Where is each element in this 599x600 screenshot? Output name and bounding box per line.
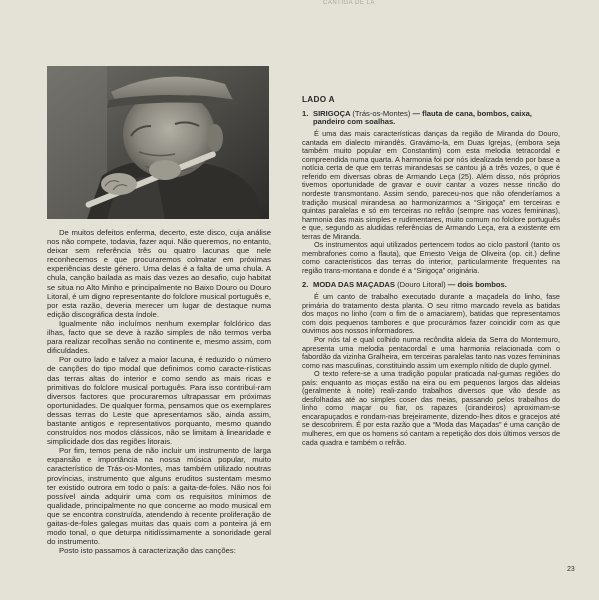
track-1-instruments: — flauta de cana, bombos, caixa, pandeiro com soalhas. <box>313 108 532 127</box>
track-2-instruments: — dois bombos. <box>445 280 507 290</box>
right-text-column <box>302 96 560 447</box>
paragraph: Por outro lado e talvez a maior lacuna, é reduzido o número de canções do tipo modal que definimos como caracte-rísticas das terras altas do interior e como sendo as mais ricas e primitivas do folclore musical português. Para isso contribuí-ram diversos factores que procuraremos ultrapassar em próximas oportunidades. De qualquer forma, pensamos que os exemplares dessas terras do Leste que apresentamos são, ainda assim, bastante antigos e representativos porquanto, mesmo quando construídos nos modos clássicos, não se limitam à linearidade e simplicidade dos das regiões litorais. <box>47 355 271 447</box>
track-2-title: MODA DAS MAÇADAS <box>313 280 395 290</box>
page-number: 23 <box>567 566 575 573</box>
paragraph: É uma das mais características danças da região de Miranda do Douro, cantada em dialecto mirandês. Gravámo-la, em Duas Igrejas, (embora seja também muito popular em Constantim) com esta melodia tetracordal e compreendida numa quarta. A harmonia foi por nós idealizada tendo por base a notícia certa de que em terras mirandesas se cantou já a três vozes, o que é referido em diversas obras de Armando Leça (25). Além disso, nós próprios tivemos oportunidade de gravar e ouvir cantar a vozes nesse rincão do nordeste transmontano. Assim sendo, pareceu-nos que não ofenderíamos a tradição musical mirandesa ao harmonizarmos a “Sirigoça” em terceiras e quintas paralelas e só em terceiras no refrão (sempre nas vozes femininas), harmonia das mais simples e rudimentares, muito comum no folclore português e que, segundo as aludidas referências de Armando Leça, era a existente em terras de Miranda. <box>302 129 560 241</box>
track-2-region: (Douro Litoral) <box>397 280 446 290</box>
track-2-heading <box>302 281 560 290</box>
paragraph: É um canto de trabalho executado durante a maçadela do linho, fase primária do tratamento desta planta. O seu ritmo marcado revela as batidas dos maços no linho (com o fim de o amaciarem), batidas que representamos com dois pequenos tambores e que procurámos fazer coincidir com as que ouvimos aos nossos informadores. <box>302 292 560 336</box>
paragraph: Os instrumentos aqui utilizados pertencem todos ao ciclo pastoril (tanto os membrafones como a flauta), que Ernesto Veiga de Oliveira (op. cit.) define como característicos das terras do interior, particularmente frequentes na região trans-montana e donde é a “Sirigoça” originária. <box>302 240 560 275</box>
flute-player-image <box>47 66 269 219</box>
left-text-column <box>47 228 271 555</box>
paragraph: Por fim, temos pena de não incluir um instrumento de larga expansão e importância na nossa música popular, muito característico de Trás-os-Montes, mas também utilizado noutras províncias, instrumento que alguns eruditos sustentam mesmo ter existido outrora em todo o país: a gaita-de-foles. Não nos foi possível ainda adquirir uma com os requisitos mínimos de qualidade, principalmente no que concerne ao modo musical em que se encontra construída, atendendo à recente proliferação de gaitas-de-foles galegas muitas das quais com a ponteira já em modo tonal, o que deturpa nitidíssimamente a sonoridade geral do instrumento. <box>47 446 271 547</box>
section-heading-side-a: LADO A <box>302 95 335 104</box>
paragraph: Posto isto passamos à caracterização das canções: <box>59 546 236 556</box>
track-1-number: 1. <box>302 108 309 118</box>
track-1-title: SIRIGOÇA <box>313 108 351 118</box>
adjacent-page-bleed-text: CANTIGA DE LA <box>323 0 375 6</box>
paragraph: De muitos defeitos enferma, decerto, este disco, cuja análise nos não compete, todavia, fazer aqui. Não queremos, no entanto, deixar sem referência três ou quatro lacunas que nele reconhecemos e que procuraremos colmatar em próximas experiências deste género. Uma delas é a falta de uma chula. A chula, canção bailada as mais das vezes ao desafio, cujo habitat se situa no Alto Minho e principalmente no Baixo Douro ou Douro Litoral, é um digno representante do folclore musical português e, por esta razão, deveria merecer um lugar de destaque numa edição discográfica desta índole. <box>47 228 271 319</box>
paragraph: O texto refere-se a uma tradição popular praticada nal-gumas regiões do país: enquanto as moças estão na eira ou em pequenos largos das aldeias (geralmente à noite) reali-zando trabalhos diversos que vão desde as desfolhadas até ao simples coser das meias, passando pelos trabalhos do linho como maçar ou fiar, os rapazes (cirandeiros) aproximam-se encarapuçados e rondam-nas brejeiramente, dizendo-lhes ditos e gracejos até se descobrirem. É por esta razão que a “Moda das Maçadas” é uma canção de mulheres, em que os homens só cantam a repetição dos dois últimos versos de cada quadra e também o refrão. <box>302 369 560 447</box>
musician-photo <box>47 66 269 219</box>
paragraph: Por nós tal e qual colhido numa recôndita aldeia da Serra do Montemuro, apresenta uma melodia pentacordal e uma harmonia relacionada com o fabordão da vizinha Gralheira, em terceiras paralelas tanto nas vozes femininas como nas masculinas, constituindo assim um exemplo nítido de duplo gymel. <box>302 334 560 370</box>
track-1-heading <box>302 110 560 128</box>
paragraph: Igualmente não incluímos nenhum exemplar folclórico das ilhas, facto que se deve à razão simples de não termos verba para realizar recolhas senão no continente e, mesmo assim, com dificuldades. <box>47 318 271 356</box>
track-1-region: (Trás-os-Montes) <box>352 108 411 118</box>
track-2-number: 2. <box>302 280 309 290</box>
